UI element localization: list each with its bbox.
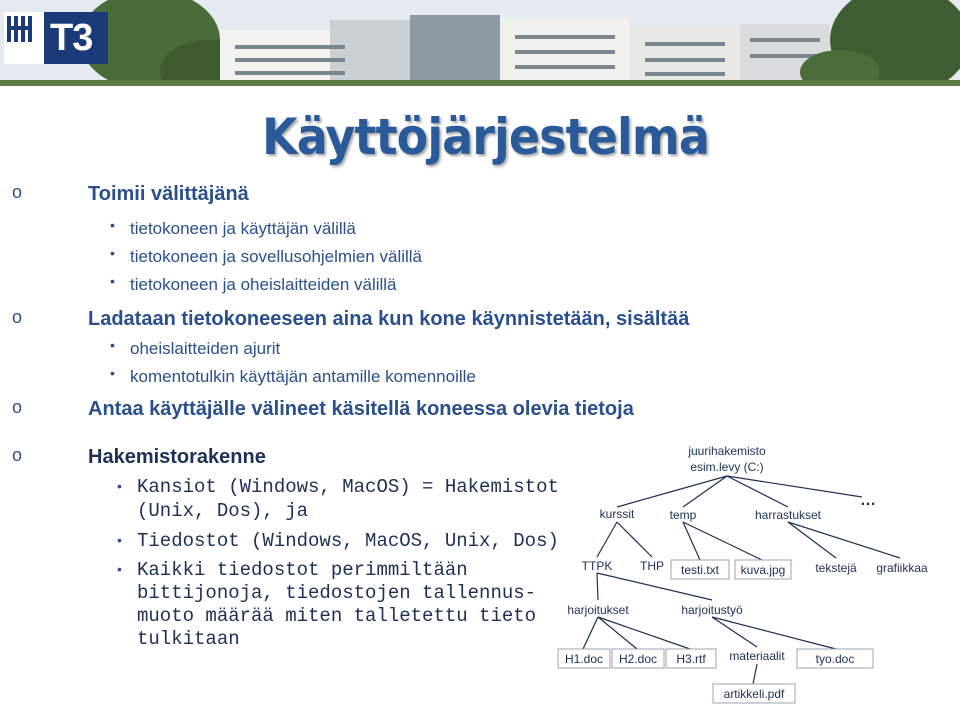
tree-node-folder: THP — [640, 559, 664, 573]
tree-node-file: H2.doc — [618, 652, 658, 666]
directory-item-line: Tiedostot (Windows, MacOS, Unix, Dos) — [137, 530, 559, 552]
dot-bullet: • — [117, 478, 122, 494]
tree-node-file: testi.txt — [680, 563, 720, 577]
dot-bullet: • — [117, 561, 122, 577]
tree-node-file: H1.doc — [564, 652, 604, 666]
tree-ellipsis: … — [860, 492, 876, 509]
o-bullet: o — [12, 397, 23, 417]
bullet-heading: Ladataan tietokoneeseen aina kun kone käynnistetään, sisältää — [88, 308, 690, 330]
dot-bullet: • — [110, 273, 115, 289]
tree-node-folder: grafiikkaa — [876, 561, 928, 575]
tree-node-file: tyo.doc — [815, 652, 855, 666]
bullet-heading: Toimii välittäjänä — [88, 183, 249, 205]
bullet-item: oheislaitteiden ajurit — [130, 339, 281, 358]
tree-node-folder: kurssit — [599, 507, 635, 521]
tree-node-file: kuva.jpg — [740, 563, 786, 577]
o-bullet: o — [12, 445, 23, 465]
bullet-item: tietokoneen ja käyttäjän välillä — [130, 219, 356, 238]
slide-title: Käyttöjärjestelmä — [262, 108, 709, 166]
tree-node-folder: harjoitustyö — [681, 603, 743, 617]
dot-bullet: • — [110, 217, 115, 233]
tree-node-folder: tekstejä — [815, 561, 857, 575]
tree-node-folder: temp — [669, 508, 697, 522]
o-bullet: o — [12, 307, 23, 327]
tree-root-line: juurihakemisto — [688, 444, 766, 458]
tree-node-file: artikkeli.pdf — [723, 687, 785, 701]
bullet-item: tietokoneen ja sovellusohjelmien välillä — [130, 247, 423, 266]
bullet-item: tietokoneen ja oheislaitteiden välillä — [130, 275, 397, 294]
tree-node-folder: harrastukset — [754, 508, 822, 522]
directory-item-line: Kaikki tiedostot perimmiltään — [137, 559, 468, 581]
directory-item-line: Kansiot (Windows, MacOS) = Hakemistot — [137, 476, 559, 498]
bullet-heading: Antaa käyttäjälle välineet käsitellä koneessa olevia tietoja — [88, 398, 634, 420]
tree-node-folder: harjoitukset — [567, 603, 629, 617]
dot-bullet: • — [117, 532, 122, 548]
logo-text: T3 — [50, 16, 93, 59]
directory-item-line: bittijonoja, tiedostojen tallennus- — [137, 582, 537, 604]
directory-item-line: tulkitaan — [137, 628, 240, 650]
dot-bullet: • — [110, 337, 115, 353]
dot-bullet: • — [110, 245, 115, 261]
bullet-item: komentotulkin käyttäjän antamille komennoille — [130, 367, 476, 386]
tree-node-file: H3.rtf — [676, 652, 706, 666]
directory-heading: Hakemistorakenne — [88, 446, 266, 468]
dot-bullet: • — [110, 365, 115, 381]
directory-item-line: (Unix, Dos), ja — [137, 500, 309, 522]
directory-item-line: muoto määrää miten talletettu tieto — [137, 605, 537, 627]
o-bullet: o — [12, 182, 23, 202]
tree-node-folder: materiaalit — [729, 649, 785, 663]
tree-node-folder: TTPK — [581, 559, 613, 573]
tree-root-line: esim.levy (C:) — [690, 460, 764, 474]
